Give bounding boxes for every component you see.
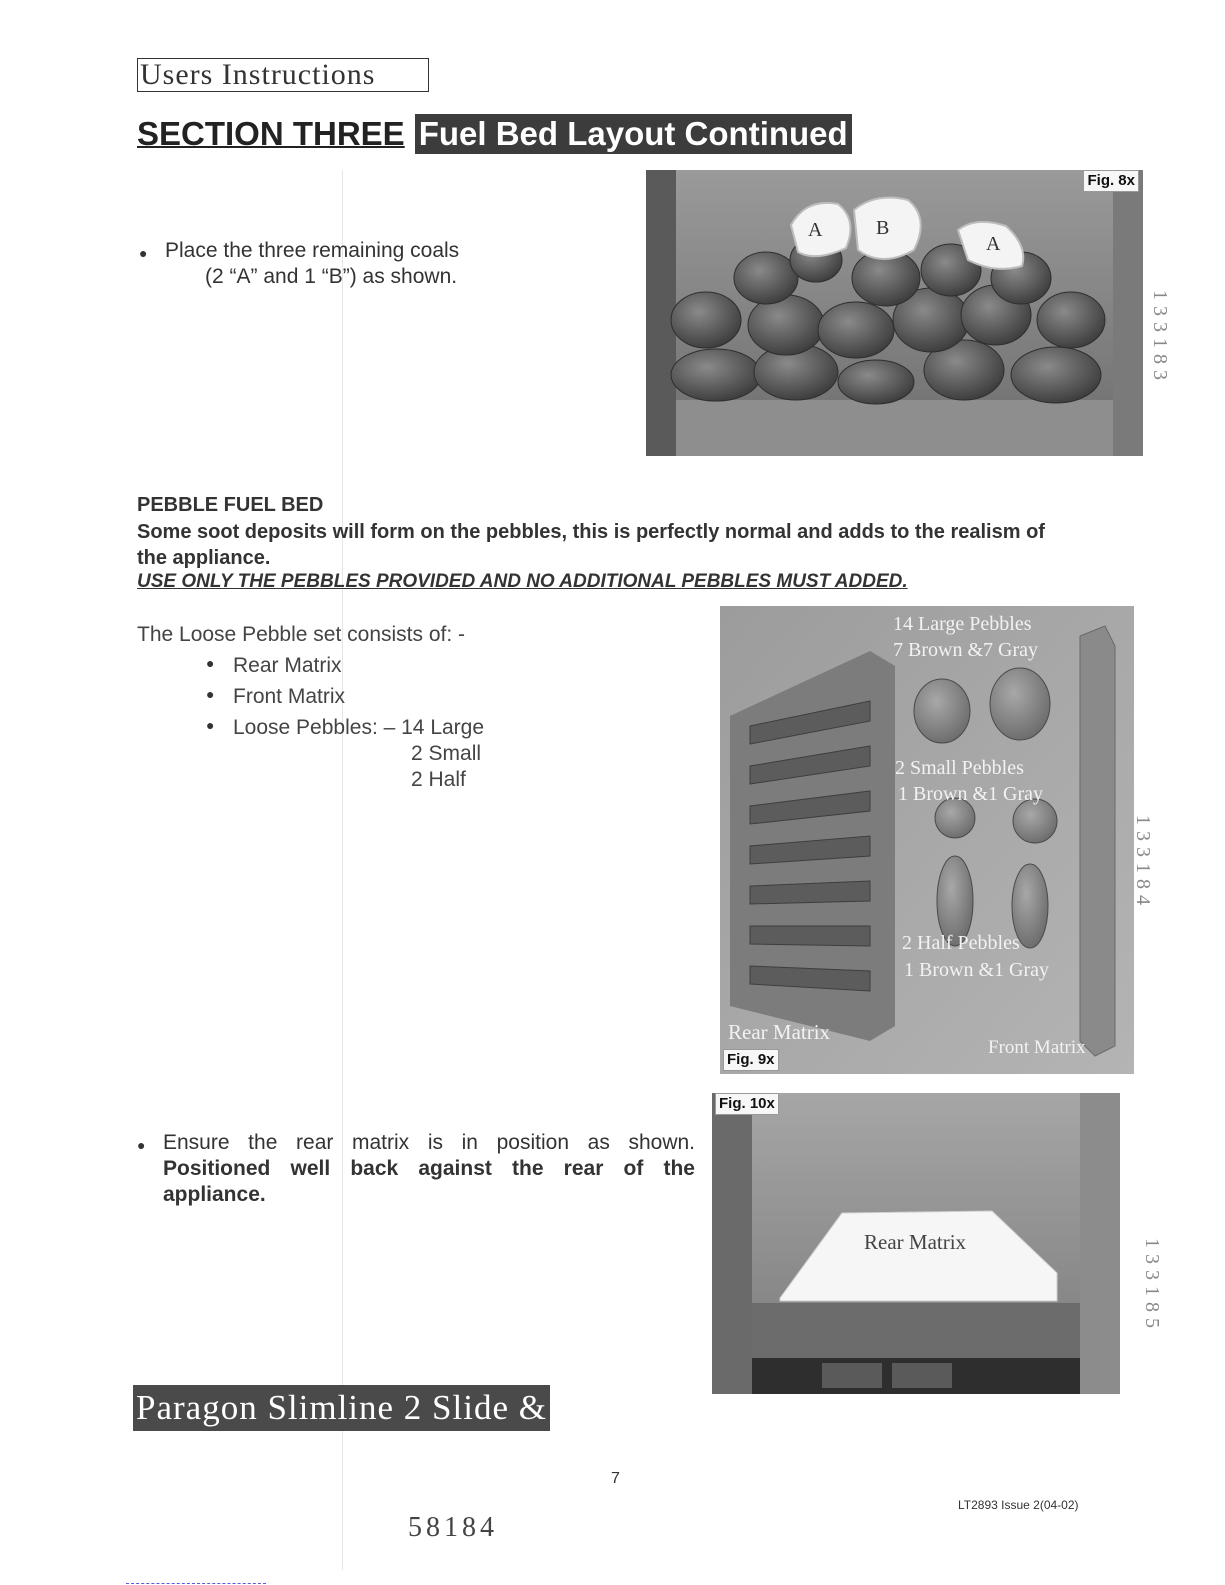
sub-item-half: 2 Half [411,768,466,791]
product-name-bar: Paragon Slimline 2 Slide & [133,1385,550,1431]
fig9-large-sub: 7 Brown &7 Gray [893,639,1038,661]
fig9-label: Fig. 9x [723,1049,779,1071]
step1-line2: (2 “A” and 1 “B”) as shown. [205,265,458,288]
fig8-side-number: 133183 [1149,290,1171,386]
pebble-warning: USE ONLY THE PEBBLES PROVIDED AND NO ADDITIONAL PEBBLES MUST ADDED. [137,571,908,592]
list-item-loose-pebbles [233,716,484,740]
fig10-label: Fig. 10x [715,1093,779,1115]
document-code: LT2893 Issue 2(04-02) [958,1498,1079,1512]
fig9-front-matrix-label: Front Matrix [988,1037,1086,1058]
fig9-rear-matrix-label: Rear Matrix [728,1020,831,1044]
list-item-front-matrix [233,685,345,709]
step2-line: Ensure the rear matrix is in position as shown. [163,1131,695,1154]
coal-label-b: B [876,217,890,239]
pebble-paragraph: Some soot deposits will form on the pebbles, this is perfectly normal and adds to the realism of the appliance. [137,521,1045,569]
list-item-label: Rear Matrix [233,654,342,677]
coal-label-a2: A [986,233,1001,255]
list-item-rear-matrix [233,654,342,678]
coal-label-a1: A [808,219,823,241]
step1-line1: Place the three remaining coals [165,239,460,262]
fig10-side-number: 133185 [1141,1238,1163,1334]
step2-text [163,1130,695,1208]
pebble-heading: PEBBLE FUEL BED [137,494,324,516]
fig8-coal-photo [646,170,1143,456]
users-instructions-header: Users Instructions [137,58,429,92]
fig9-half-title: 2 Half Pebbles [902,932,1020,954]
list-item-label: Front Matrix [233,685,346,708]
rear-matrix-image [712,1093,1120,1394]
stamp-number: 58184 [408,1512,498,1543]
pebble-warning-text: USE ONLY THE PEBBLES PROVIDED AND NO ADDITIONAL PEBBLES MUST ADDED [137,571,903,592]
pebble-set-image [720,606,1134,1074]
fig9-half-sub: 1 Brown &1 Gray [904,959,1049,981]
fig9-small-sub: 1 Brown &1 Gray [898,783,1043,805]
fig9-small-title: 2 Small Pebbles [895,757,1024,779]
scan-guide-line [342,170,343,1570]
section-heading-bar: Fuel Bed Layout Continued [415,114,852,154]
fig9-side-number: 133184 [1132,815,1154,911]
section-title [137,114,852,156]
fig10-rear-matrix-photo [712,1093,1120,1394]
section-prefix: SECTION THREE [137,115,405,152]
fig9-large-title: 14 Large Pebbles [893,613,1032,635]
step2-bold: Positioned well back against the rear of the appliance. [163,1157,695,1206]
loose-pebble-intro: The Loose Pebble set consists of: - [137,623,466,646]
fig9-pebble-photo [720,606,1134,1074]
coal-bed-image [646,170,1143,456]
list-item-label: Loose Pebbles: – 14 Large [233,716,485,739]
fig8-label: Fig. 8x [1083,170,1139,192]
sub-item-small: 2 Small [411,742,482,765]
page-number: 7 [611,1470,620,1487]
fig10-matrix-label: Rear Matrix [864,1230,967,1254]
step1-bullet [165,238,459,264]
